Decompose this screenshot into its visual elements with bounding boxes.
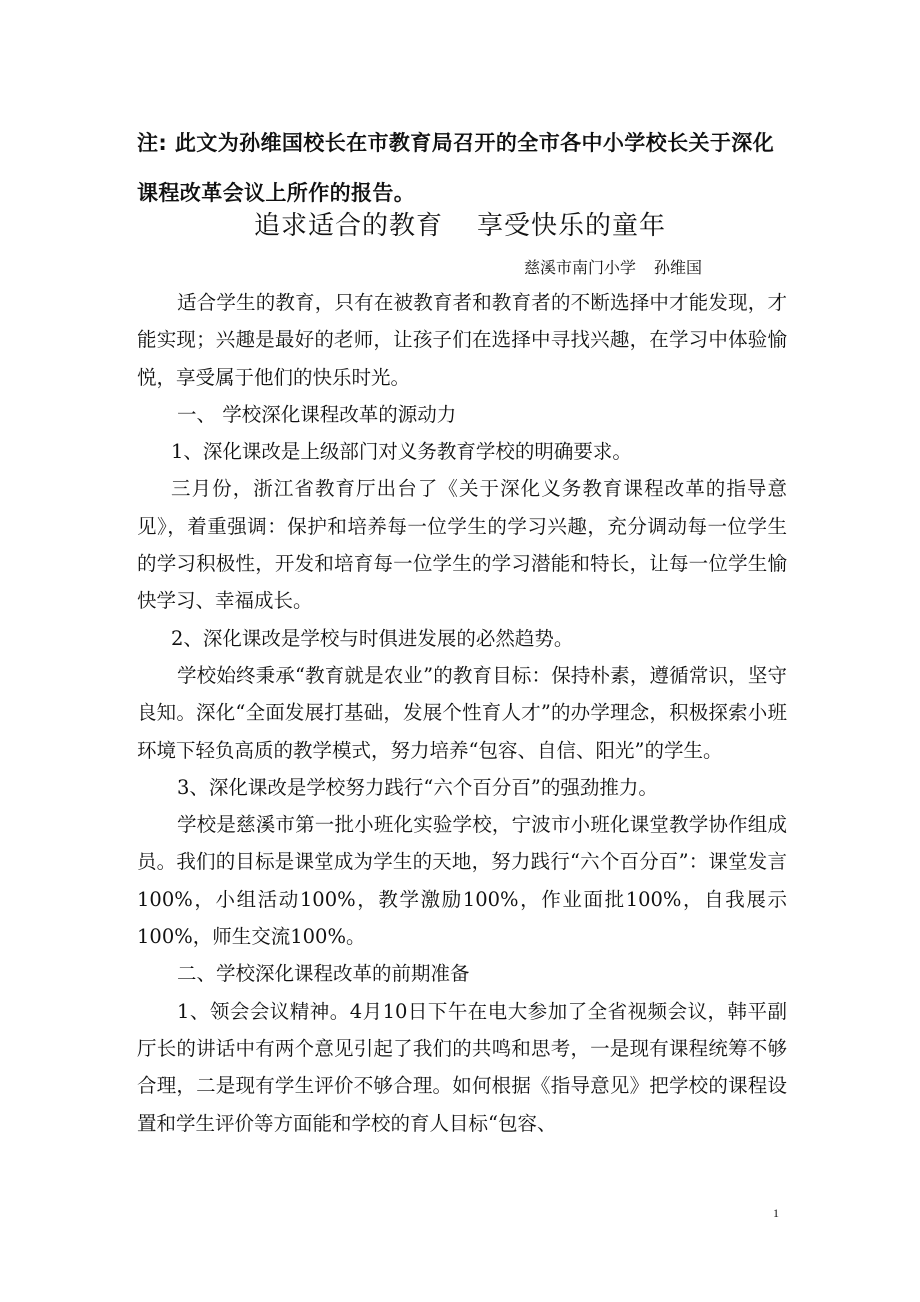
author-school: 慈溪市南门小学: [524, 258, 637, 277]
article-title: [0, 206, 920, 246]
editor-note: 注: 此文为孙维国校长在市教育局召开的全市各中小学校长关于深化课程改革会议上所作的报告。: [137, 131, 775, 205]
section-heading-2: 二、学校深化课程改革的前期准备: [177, 962, 470, 986]
author-line: [524, 256, 702, 280]
article-body: [137, 284, 787, 1142]
paragraph-1-3: 学校是慈溪市第一批小班化实验学校，宁波市小班化课堂教学协作组成员。我们的目标是课堂成为学生的天地，努力践行“六个百分百”：课堂发言100%，小组活动100%，教学激励100%，作业面批100%，自我展示100%，师生交流100%。: [137, 813, 787, 949]
paragraph-1-2: 学校始终秉承“教育就是农业”的教育目标：保持朴素，遵循常识，坚守良知。深化“全面发展打基础，发展个性育人才”的办学理念，积极探索小班环境下轻负高质的教学模式，努力培养“包容、自信、阳光”的学生。: [137, 663, 787, 762]
title-part-2: 享受快乐的童年: [477, 211, 667, 241]
paragraph-1-1: 三月份，浙江省教育厅出台了《关于深化义务教育课程改革的指导意见》，着重强调：保护和培养每一位学生的学习兴趣，充分调动每一位学生的学习积极性，开发和培育每一位学生的学习潜能和特长，让每一位学生愉快学习、幸福成长。: [137, 477, 787, 613]
author-name: 孙维国: [654, 258, 703, 277]
page-number: 1: [773, 1206, 779, 1220]
subheading-1-1: 1、深化课改是上级部门对义务教育学校的明确要求。: [171, 440, 632, 464]
title-part-1: 追求适合的教育: [253, 211, 443, 241]
paragraph-2-1: 1、领会会议精神。4月10日下午在电大参加了全省视频会议，韩平副厅长的讲话中有两个意见引起了我们的共鸣和思考，一是现有课程统筹不够合理，二是现有学生评价不够合理。如何根据《指导意见》把学校的课程设置和学生评价等方面能和学校的育人目标“包容、: [137, 999, 787, 1135]
subheading-1-2: 2、深化课改是学校与时俱进发展的必然趋势。: [171, 626, 574, 650]
subheading-1-3: 3、深化课改是学校努力践行“六个百分百”的强劲推力。: [177, 775, 658, 799]
intro-paragraph: 适合学生的教育，只有在被教育者和教育者的不断选择中才能发现，才能实现；兴趣是最好的老师，让孩子们在选择中寻找兴趣，在学习中体验愉悦，享受属于他们的快乐时光。: [137, 291, 787, 389]
section-heading-1: 一、 学校深化课程改革的源动力: [177, 402, 457, 426]
